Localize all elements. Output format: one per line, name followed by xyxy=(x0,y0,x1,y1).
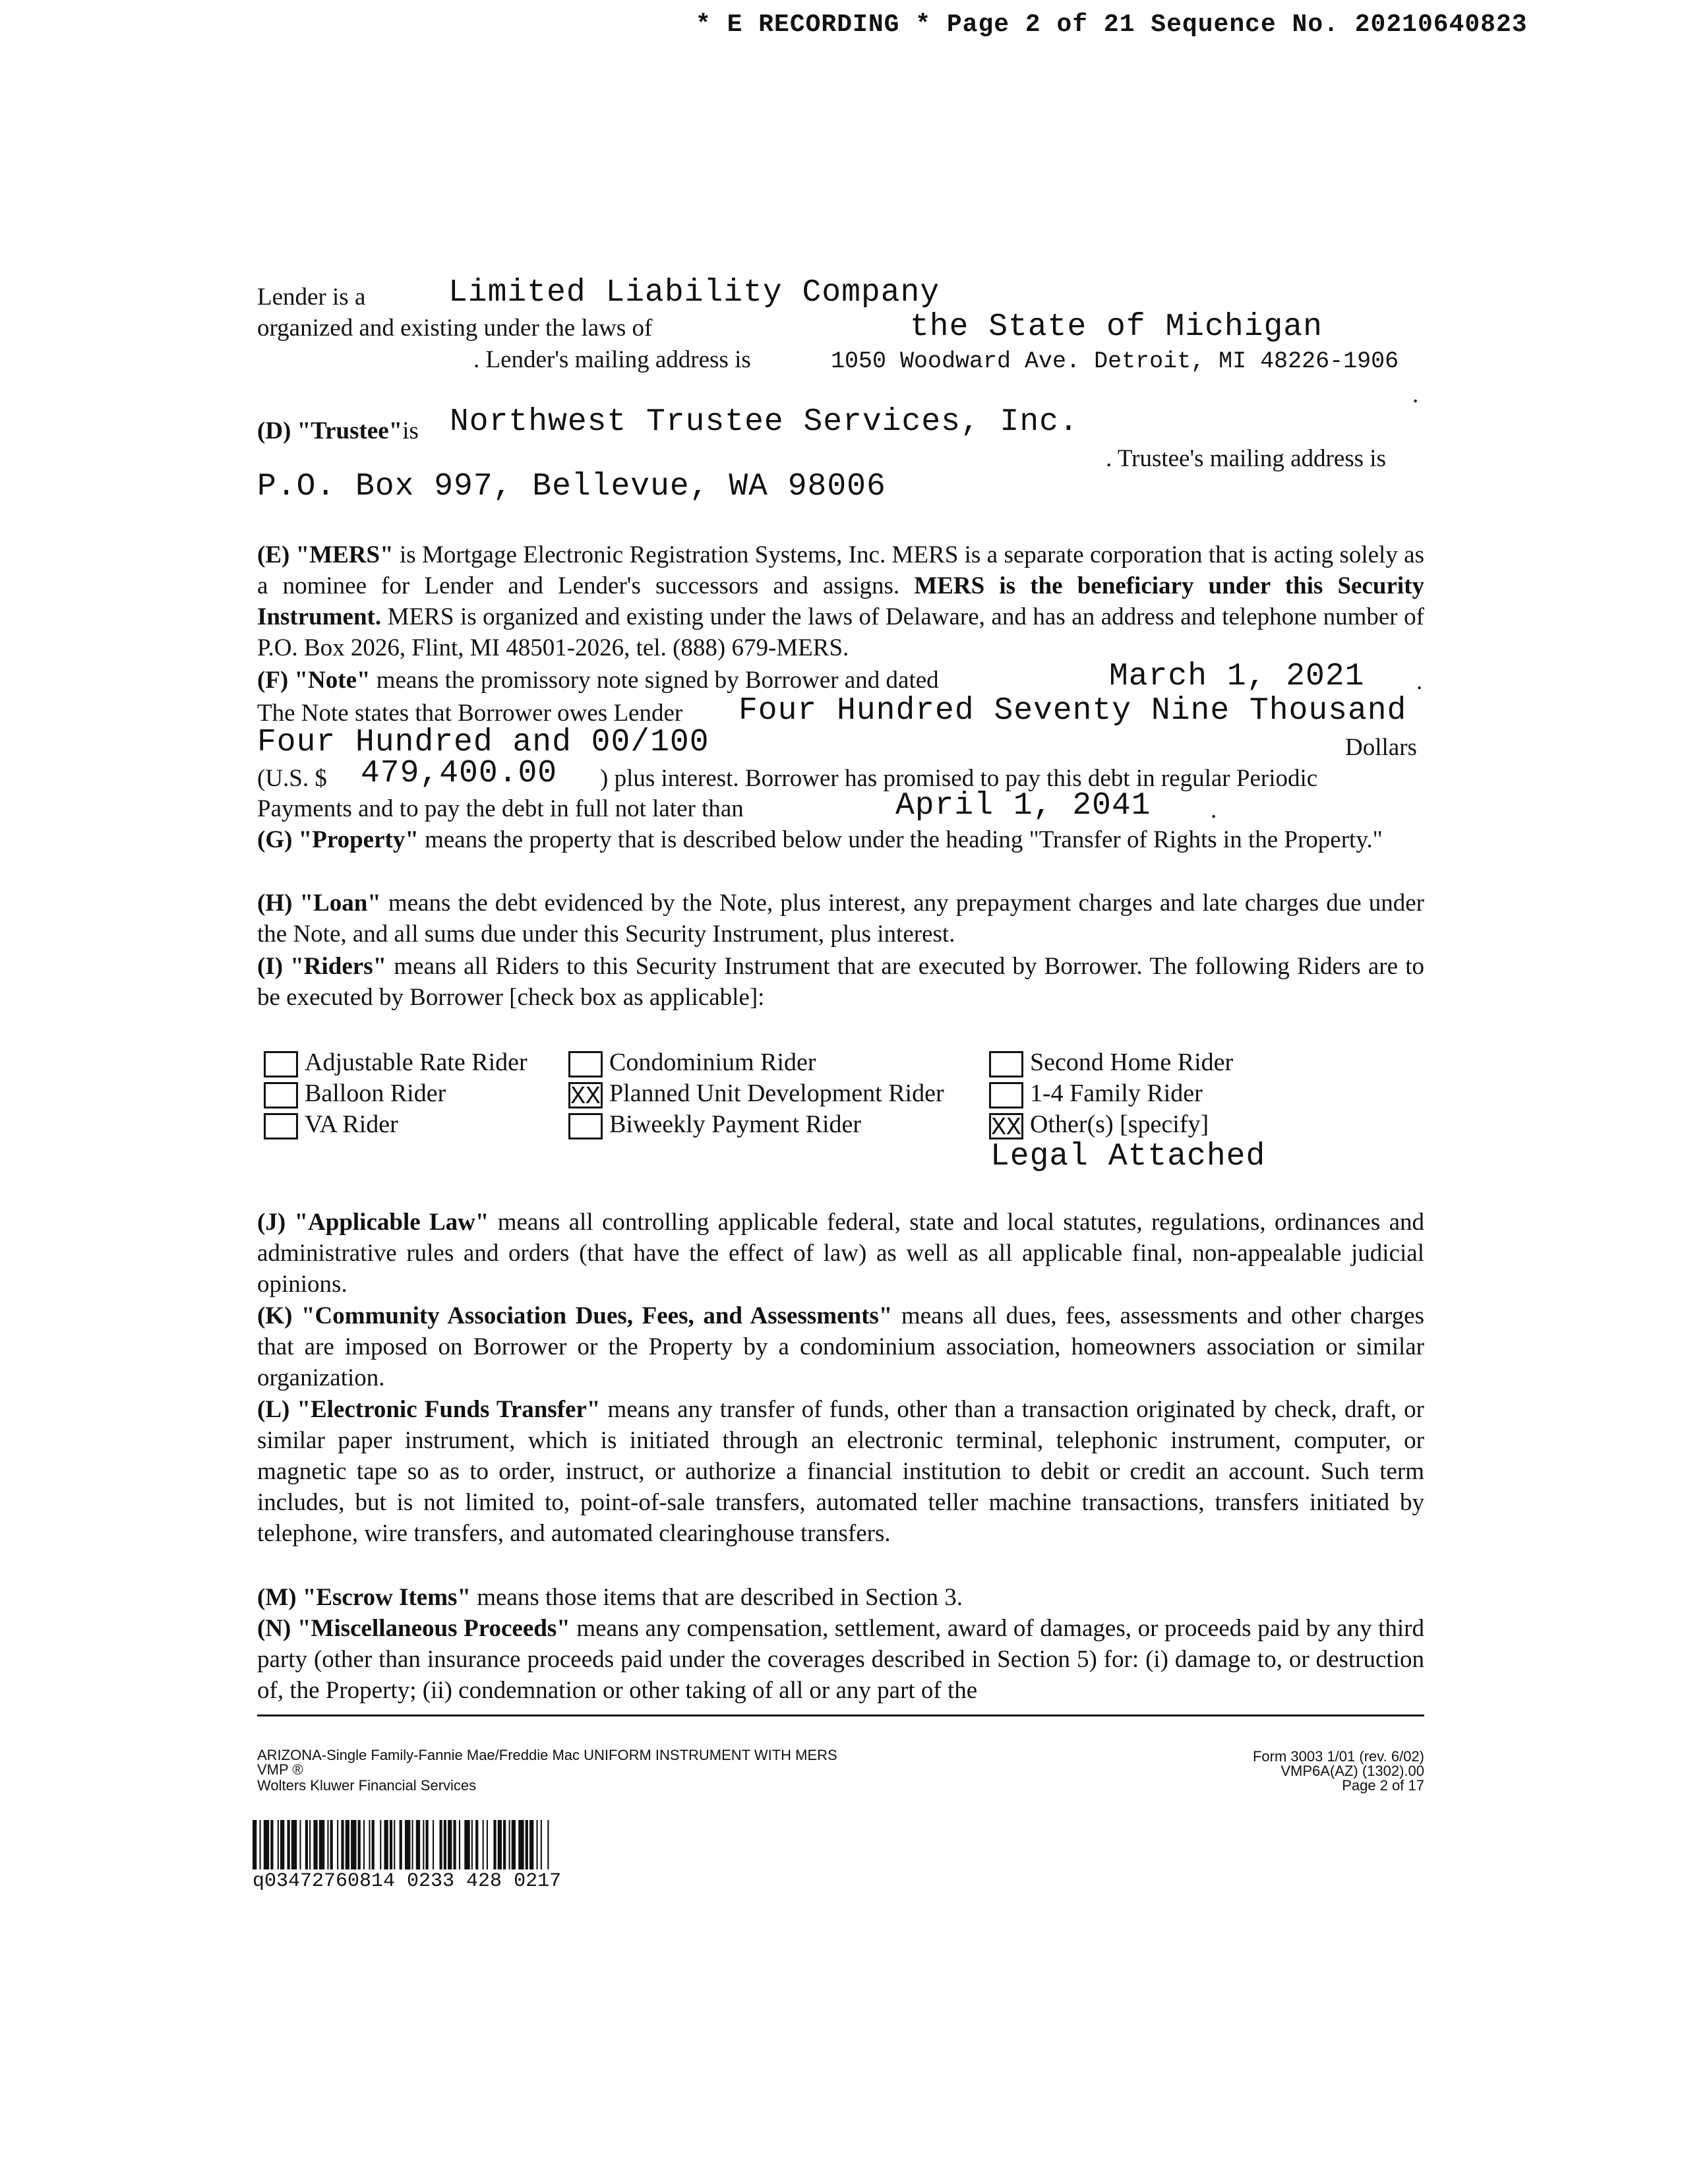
lender-state: the State of Michigan xyxy=(910,309,1323,345)
checkbox[interactable]: XX xyxy=(989,1113,1023,1139)
barcode-bar xyxy=(448,1820,452,1869)
barcode-bar xyxy=(390,1820,392,1869)
mers-beneficiary: MERS is the beneficiary under this Security Instrument. xyxy=(257,572,1424,630)
rider-balloon xyxy=(264,1078,446,1108)
misc-proceeds-text: means any compensation, settlement, award of damages, or proceeds paid by any third party (other than insurance proceeds paid under the coverages described in Section 5) for: (i) damage to, or destruction of, the Property; (ii) condemnation or other taking of all or any part of the xyxy=(257,1615,1425,1704)
barcode-bar xyxy=(416,1820,420,1869)
barcode-bar xyxy=(454,1820,456,1869)
barcode-bar xyxy=(464,1820,469,1869)
footer-form-number: Form 3003 1/01 (rev. 6/02) xyxy=(1252,1748,1424,1765)
barcode-bar xyxy=(384,1820,388,1869)
barcode-bar xyxy=(541,1820,542,1869)
rider-label: Biweekly Payment Rider xyxy=(609,1110,862,1138)
misc-proceeds-label: (N) "Miscellaneous Proceeds" xyxy=(257,1615,570,1642)
eft-label: (L) "Electronic Funds Transfer" xyxy=(257,1396,601,1423)
lender-trailing-dot: . xyxy=(1412,381,1419,408)
barcode-bar xyxy=(309,1820,311,1869)
escrow-items-text: means those items that are described in Section 3. xyxy=(471,1584,963,1611)
barcode-bar xyxy=(518,1820,524,1869)
applicable-law-paragraph xyxy=(257,1207,1424,1300)
lender-mailing-address: 1050 Woodward Ave. Detroit, MI 48226-1906 xyxy=(831,348,1399,375)
barcode-bar xyxy=(270,1820,273,1869)
applicable-law-text: means all controlling applicable federal, state and local statutes, regulations, ordinances and administrative rules and orders (that have the effect of law) as well as all applicable final, non-appealable judicial opinions. xyxy=(257,1209,1424,1298)
riders-paragraph xyxy=(257,951,1424,1013)
barcode-bar xyxy=(313,1820,317,1869)
escrow-items-paragraph xyxy=(257,1582,1424,1613)
barcode-bar xyxy=(412,1820,413,1869)
note-date-dot: . xyxy=(1416,668,1423,695)
checkbox[interactable] xyxy=(989,1082,1023,1108)
riders-text: means all Riders to this Security Instrument that are executed by Borrower. The following Riders are to be executed by Borrower [check box as applicable]: xyxy=(257,953,1424,1011)
barcode-bar xyxy=(459,1820,460,1869)
note-payments-text: Payments and to pay the debt in full not later than xyxy=(257,795,744,822)
barcode-bar xyxy=(260,1820,261,1869)
loan-text: means the debt evidenced by the Note, plus interest, any prepayment charges and late charges due under the Note, and all sums due under this Security Instrument, plus interest. xyxy=(257,890,1424,948)
lender-organized-label: organized and existing under the laws of xyxy=(257,315,653,342)
rider-label: Planned Unit Development Rider xyxy=(609,1079,944,1107)
barcode-bar xyxy=(305,1820,308,1869)
trustee-name: Northwest Trustee Services, Inc. xyxy=(450,404,1079,440)
rider-one-to-four-family xyxy=(989,1078,1203,1108)
eft-paragraph xyxy=(257,1394,1424,1549)
property-paragraph xyxy=(257,824,1424,855)
checkbox[interactable] xyxy=(568,1051,603,1077)
note-line-1 xyxy=(257,665,939,696)
trustee-label-is: is xyxy=(402,417,419,444)
rider-second-home xyxy=(989,1047,1233,1077)
lender-entity-type: Limited Liability Company xyxy=(448,275,940,311)
barcode-bar xyxy=(394,1820,395,1869)
loan-paragraph xyxy=(257,888,1424,950)
barcode-image xyxy=(253,1820,708,1869)
note-usd-label: (U.S. $ xyxy=(257,765,327,792)
escrow-items-label: (M) "Escrow Items" xyxy=(257,1584,471,1611)
mers-label: (E) "MERS" xyxy=(257,541,394,568)
community-association-label: (K) "Community Association Dues, Fees, and Assessments" xyxy=(257,1302,893,1329)
barcode-bar xyxy=(405,1820,410,1869)
barcode-bar xyxy=(369,1820,370,1869)
barcode-bar xyxy=(444,1820,446,1869)
barcode-bar xyxy=(351,1820,356,1869)
note-dollars: Dollars xyxy=(1345,734,1417,761)
barcode-bar xyxy=(330,1820,333,1869)
note-amount-words-2: Four Hundred and 00/100 xyxy=(257,725,709,760)
note-owes-label: The Note states that Borrower owes Lender xyxy=(257,700,683,727)
note-text-1: means the promissory note signed by Borrower and dated xyxy=(370,667,939,694)
rider-label: Balloon Rider xyxy=(305,1079,446,1107)
footer-vmp-code: VMP6A(AZ) (1302).00 xyxy=(1281,1763,1424,1779)
trustee-address: P.O. Box 997, Bellevue, WA 98006 xyxy=(257,469,886,504)
lender-mailing-label: . Lender's mailing address is xyxy=(473,346,751,373)
property-text: means the property that is described below under the heading "Transfer of Rights in the Property." xyxy=(418,826,1383,853)
barcode-bar xyxy=(529,1820,533,1869)
rider-condominium xyxy=(568,1047,816,1077)
lender-is-a-label: Lender is a xyxy=(257,284,366,311)
rider-label: Condominium Rider xyxy=(609,1048,816,1076)
barcode-bar xyxy=(358,1820,361,1869)
barcode-bar xyxy=(483,1820,484,1869)
checkbox[interactable] xyxy=(989,1051,1023,1077)
checkbox[interactable] xyxy=(568,1113,603,1139)
note-label: (F) "Note" xyxy=(257,667,371,694)
footer-rule xyxy=(257,1714,1424,1716)
rider-label: Other(s) [specify] xyxy=(1030,1110,1209,1138)
eft-text: means any transfer of funds, other than a transaction originated by check, draft, or similar paper instrument, which is initiated through an electronic terminal, telephonic instrument, computer, or magnetic tape so as to order, instruct, or authorize a financial institution to debit or credit an account. Such term includes, but is not limited to, point-of-sale transfers, automated teller machine transactions, transfers initiated by telephone, wire transfers, and automated clearinghouse transfers. xyxy=(257,1396,1425,1547)
barcode-bar xyxy=(363,1820,365,1869)
rider-label: Second Home Rider xyxy=(1030,1048,1234,1076)
barcode-bar xyxy=(341,1820,344,1869)
community-association-text: means all dues, fees, assessments and other charges that are imposed on Borrower or the Property by a condominium association, homeowners association or similar organization. xyxy=(257,1302,1424,1391)
checkbox[interactable] xyxy=(264,1113,298,1139)
footer-publisher: Wolters Kluwer Financial Services xyxy=(257,1777,477,1794)
note-maturity-dot: . xyxy=(1211,797,1217,824)
barcode-bar xyxy=(537,1820,538,1869)
mers-text-1: is Mortgage Electronic Registration Systems, Inc. MERS is a separate corporation that is acting solely as a nominee for Lender and Lender's successors and assigns. xyxy=(257,541,1424,599)
checkbox[interactable] xyxy=(264,1051,298,1077)
note-amount: 479,400.00 xyxy=(361,756,558,791)
barcode-bar xyxy=(487,1820,488,1869)
barcode-bar xyxy=(278,1820,279,1869)
mers-text-2: MERS is organized and existing under the laws of Delaware, and has an address and telephone number of P.O. Box 2026, Flint, MI 48501-2026, tel. (888) 679-MERS. xyxy=(257,603,1424,661)
footer-vmp: VMP ® xyxy=(257,1761,303,1778)
barcode-bar xyxy=(264,1820,269,1869)
barcode-bar xyxy=(346,1820,349,1869)
barcode-bar xyxy=(498,1820,502,1869)
loan-label: (H) "Loan" xyxy=(257,890,381,917)
barcode-bar xyxy=(475,1820,478,1869)
trustee-label xyxy=(257,415,419,446)
checkbox[interactable] xyxy=(264,1082,298,1108)
barcode-bar xyxy=(503,1820,506,1869)
barcode-bar xyxy=(509,1820,510,1869)
barcode-bar xyxy=(280,1820,284,1869)
barcode-bar xyxy=(299,1820,301,1869)
barcode-bar xyxy=(440,1820,442,1869)
applicable-law-label: (J) "Applicable Law" xyxy=(257,1209,489,1236)
barcode-bar xyxy=(547,1820,549,1869)
note-maturity-date: April 1, 2041 xyxy=(895,788,1151,824)
barcode-bar xyxy=(380,1820,381,1869)
rider-adjustable-rate xyxy=(264,1047,528,1077)
barcode-bar xyxy=(287,1820,290,1869)
trustee-label-bold: (D) "Trustee" xyxy=(257,417,403,444)
barcode-bar xyxy=(423,1820,424,1869)
rider-other-specify: Legal Attached xyxy=(990,1139,1266,1174)
barcode-number: q03472760814 0233 428 0217 xyxy=(253,1870,562,1893)
barcode-bar xyxy=(291,1820,297,1869)
trustee-mailing-label: . Trustee's mailing address is xyxy=(1106,445,1386,472)
rider-label: VA Rider xyxy=(305,1110,398,1138)
rider-biweekly-payment xyxy=(568,1109,861,1139)
barcode-bar xyxy=(433,1820,434,1869)
community-association-paragraph xyxy=(257,1300,1424,1393)
barcode-bar xyxy=(372,1820,375,1869)
recording-header: * E RECORDING * Page 2 of 21 Sequence No. 20210640823 xyxy=(696,11,1528,39)
barcode-bar xyxy=(512,1820,516,1869)
footer-page-number: Page 2 of 17 xyxy=(1342,1777,1424,1794)
mers-paragraph xyxy=(257,539,1424,663)
barcode-bar xyxy=(337,1820,338,1869)
checkbox[interactable]: XX xyxy=(568,1082,603,1108)
note-amount-words-1: Four Hundred Seventy Nine Thousand xyxy=(738,693,1407,729)
rider-va xyxy=(264,1109,398,1139)
note-interest-text: ) plus interest. Borrower has promised to pay this debt in regular Periodic xyxy=(600,765,1318,792)
barcode-bar xyxy=(400,1820,402,1869)
misc-proceeds-paragraph xyxy=(257,1613,1424,1706)
rider-other xyxy=(989,1109,1209,1143)
footer-form-title: ARIZONA-Single Family-Fannie Mae/Freddie Mac UNIFORM INSTRUMENT WITH MERS xyxy=(257,1747,837,1763)
barcode-bar xyxy=(471,1820,473,1869)
rider-planned-unit-development xyxy=(568,1078,944,1112)
property-label: (G) "Property" xyxy=(257,826,419,853)
barcode-bar xyxy=(426,1820,429,1869)
barcode-bar xyxy=(319,1820,324,1869)
barcode-bar xyxy=(327,1820,328,1869)
barcode-bar xyxy=(493,1820,496,1869)
barcode-bar xyxy=(253,1820,256,1869)
note-date: March 1, 2021 xyxy=(1109,659,1365,694)
rider-label: Adjustable Rate Rider xyxy=(305,1048,528,1076)
barcode-bar xyxy=(526,1820,528,1869)
rider-label: 1-4 Family Rider xyxy=(1030,1079,1203,1107)
riders-label: (I) "Riders" xyxy=(257,953,387,980)
